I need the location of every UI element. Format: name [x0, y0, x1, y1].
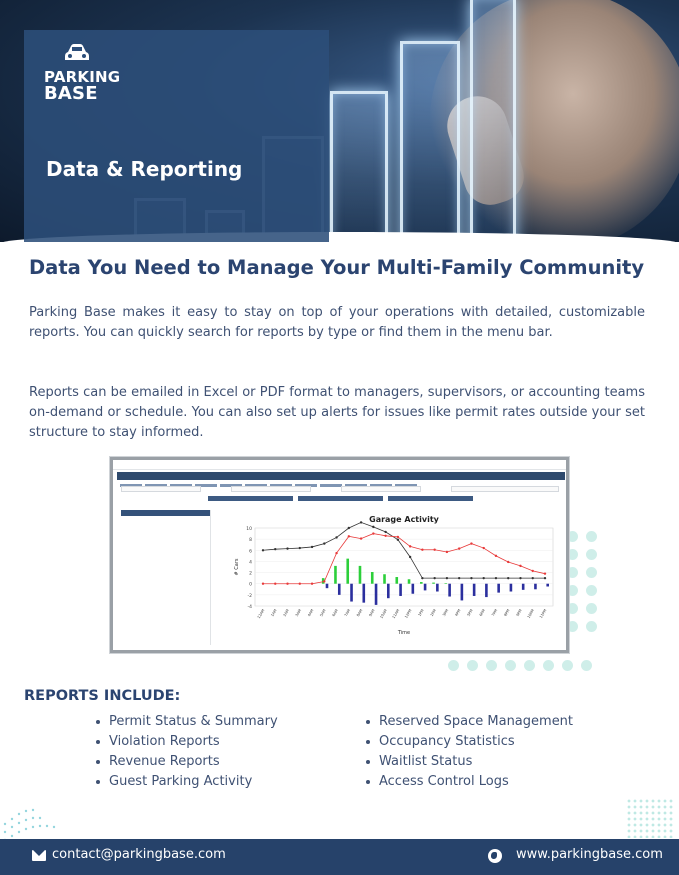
chart-bar	[408, 579, 411, 583]
chart-point	[384, 531, 386, 533]
chart-point	[360, 521, 362, 523]
chart-bar	[424, 584, 427, 591]
y-tick-label: 8	[249, 538, 252, 544]
x-tick-label: 1PM	[417, 608, 425, 618]
chart-point	[262, 549, 264, 551]
x-tick-label: 5AM	[319, 608, 327, 618]
chart-point	[384, 535, 386, 537]
x-tick-label: 8PM	[503, 608, 511, 618]
app-nav-bar	[117, 472, 565, 480]
x-tick-label: 9AM	[368, 608, 376, 618]
app-topbar	[113, 460, 566, 470]
x-tick-label: 1AM	[270, 608, 278, 618]
app-button	[208, 496, 293, 501]
email-paragraph: Reports can be emailed in Excel or PDF format to managers, supervisors, or accounting teams on-demand or schedule. You can also set up alerts for issues like permit rates outside your set structure to stay informed.	[29, 385, 645, 440]
chart-point	[397, 536, 399, 538]
x-tick-label: 11PM	[538, 608, 548, 620]
app-button	[298, 496, 383, 501]
chart-point	[348, 535, 350, 537]
intro-paragraph: Parking Base makes it easy to stay on top of your operations with detailed, customizable reports. You can quickly search for reports by type or find them in the menu bar.	[29, 305, 645, 340]
x-tick-label: 2PM	[429, 608, 438, 618]
chart-title: Garage Activity	[369, 515, 439, 524]
chart-bar	[383, 574, 386, 583]
x-tick-label: 8AM	[356, 608, 364, 618]
chart-point	[421, 549, 423, 551]
x-tick-label: 7PM	[491, 608, 499, 618]
reports-title: REPORTS INCLUDE:	[24, 688, 181, 704]
chart-bar	[432, 583, 435, 584]
chart-point	[372, 532, 374, 534]
chart-point	[286, 583, 288, 585]
y-tick-label: 2	[249, 571, 252, 577]
chart-bar	[420, 582, 423, 584]
x-tick-label: 2AM	[282, 608, 290, 618]
logo-line-1: PARKING	[44, 68, 121, 86]
chart-point	[409, 556, 411, 558]
chart-point	[274, 583, 276, 585]
chart-point	[311, 583, 313, 585]
chart-bar	[359, 566, 362, 584]
chart-point	[470, 542, 472, 544]
list-item: Waitlist Status	[364, 752, 573, 772]
chart-point	[519, 577, 521, 579]
chart-point	[446, 577, 448, 579]
mail-icon	[32, 850, 46, 861]
x-tick-label: 3AM	[294, 608, 303, 618]
hero-bar	[400, 41, 460, 242]
x-tick-label: 12AM	[256, 608, 266, 620]
chart-bar	[445, 583, 448, 584]
x-axis-label: Time	[397, 630, 411, 636]
x-tick-label: 6PM	[478, 608, 487, 618]
y-tick-label: 6	[249, 549, 252, 555]
chart-bar	[522, 584, 525, 590]
chart-bar	[473, 584, 476, 596]
y-tick-label: -4	[247, 605, 252, 610]
decor-wave-left	[0, 800, 90, 844]
chart-bar	[326, 584, 329, 588]
chart-point	[323, 542, 325, 544]
list-item: Violation Reports	[94, 732, 278, 752]
chart-svg	[213, 510, 563, 646]
brand-logo	[44, 70, 120, 102]
plot-area	[255, 528, 553, 606]
chart-point	[372, 526, 374, 528]
list-item: Access Control Logs	[364, 772, 573, 792]
y-tick-label: 10	[246, 527, 252, 532]
decor-dots-right	[567, 531, 597, 632]
hero-bar	[470, 0, 516, 242]
decor-dotgrid-right	[626, 798, 674, 838]
chart-bar	[346, 559, 349, 584]
contact-email[interactable]: contact@parkingbase.com	[52, 847, 226, 862]
chart-bar	[461, 584, 464, 601]
chart-bar	[399, 584, 402, 596]
list-item: Revenue Reports	[94, 752, 278, 772]
chart-bar	[395, 577, 398, 584]
chart-point	[348, 527, 350, 529]
app-filter	[231, 486, 311, 492]
reports-list-left	[94, 712, 278, 792]
x-tick-label: 4AM	[307, 608, 315, 618]
chart-point	[433, 549, 435, 551]
x-tick-label: 9PM	[515, 608, 523, 618]
logo-line-2: BASE	[44, 83, 98, 104]
chart-bar	[362, 584, 365, 603]
hero-banner	[0, 0, 679, 242]
chart-bar	[371, 572, 374, 584]
chart-bar	[375, 584, 378, 605]
chart-bar	[510, 584, 513, 592]
garage-activity-chart	[213, 510, 563, 646]
x-tick-label: 5PM	[466, 608, 474, 618]
chart-point	[397, 539, 399, 541]
chart-point	[482, 547, 484, 549]
list-item: Guest Parking Activity	[94, 772, 278, 792]
globe-icon	[488, 849, 502, 863]
chart-point	[335, 536, 337, 538]
chart-point	[299, 583, 301, 585]
hero-title: Data & Reporting	[46, 157, 243, 181]
chart-point	[262, 583, 264, 585]
chart-point	[470, 577, 472, 579]
x-tick-label: 12PM	[404, 608, 413, 620]
chart-point	[495, 555, 497, 557]
chart-bar	[497, 584, 500, 593]
x-tick-label: 4PM	[454, 608, 462, 618]
app-sidebar	[121, 510, 211, 645]
y-tick-label: -2	[247, 593, 252, 599]
chart-point	[446, 551, 448, 553]
y-axis-label: # Cars	[234, 558, 240, 576]
x-tick-label: 3PM	[442, 608, 450, 618]
chart-bar	[338, 584, 341, 595]
chart-bar	[334, 566, 337, 584]
app-filter	[341, 486, 421, 492]
x-tick-label: 11AM	[391, 608, 401, 620]
chart-bar	[350, 584, 353, 602]
chart-point	[482, 577, 484, 579]
chart-point	[409, 545, 411, 547]
chart-bar	[412, 584, 415, 594]
list-item: Permit Status & Summary	[94, 712, 278, 732]
chart-point	[495, 577, 497, 579]
chart-point	[532, 577, 534, 579]
chart-point	[335, 552, 337, 554]
website-link[interactable]: www.parkingbase.com	[516, 847, 663, 862]
y-tick-label: 4	[249, 560, 252, 566]
app-filter	[121, 486, 201, 492]
chart-point	[532, 570, 534, 572]
chart-bar	[436, 584, 439, 592]
app-screenshot	[110, 457, 569, 653]
x-tick-label: 7AM	[343, 608, 352, 618]
list-item: Occupancy Statistics	[364, 732, 573, 752]
x-tick-label: 6AM	[331, 608, 339, 618]
y-tick-label: 0	[249, 582, 252, 588]
chart-point	[519, 565, 521, 567]
chart-point	[433, 577, 435, 579]
chart-bar	[387, 584, 390, 598]
chart-point	[507, 561, 509, 563]
car-logo-icon	[64, 43, 90, 63]
chart-point	[299, 547, 301, 549]
x-tick-label: 10AM	[379, 608, 388, 620]
x-tick-label: 10PM	[526, 608, 536, 620]
decor-dots-bottom	[448, 660, 592, 671]
chart-bar	[546, 584, 549, 587]
chart-point	[323, 580, 325, 582]
list-item: Reserved Space Management	[364, 712, 573, 732]
chart-point	[360, 537, 362, 539]
chart-bar	[448, 584, 451, 597]
app-filter	[451, 486, 559, 492]
chart-bar	[485, 584, 488, 597]
chart-point	[544, 572, 546, 574]
hero-bar	[330, 91, 388, 242]
footer	[0, 839, 679, 875]
app-button	[388, 496, 473, 501]
page-headline: Data You Need to Manage Your Multi-Family Community	[29, 256, 645, 279]
chart-bar	[534, 584, 537, 590]
chart-point	[507, 577, 509, 579]
chart-point	[544, 577, 546, 579]
chart-point	[421, 577, 423, 579]
chart-point	[311, 546, 313, 548]
chart-point	[274, 548, 276, 550]
reports-list-right	[364, 712, 573, 792]
chart-point	[458, 547, 460, 549]
chart-point	[458, 577, 460, 579]
chart-point	[286, 547, 288, 549]
